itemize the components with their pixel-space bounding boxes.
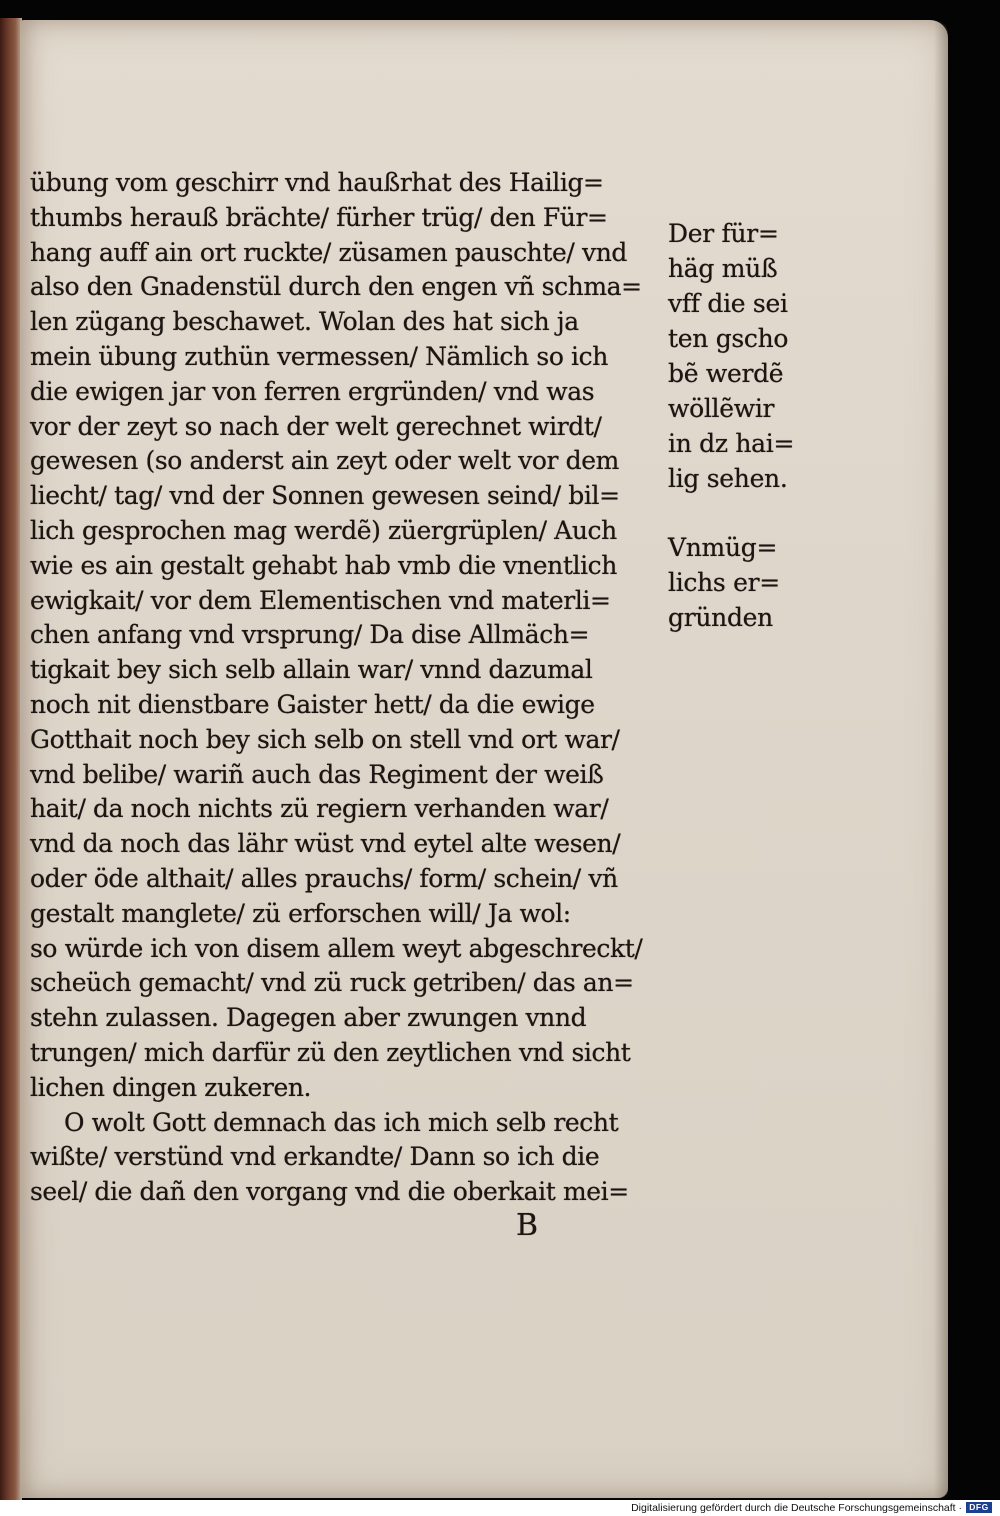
- margin-note-line: ten gscho: [668, 324, 789, 353]
- margin-note-line: gründen: [668, 603, 773, 632]
- margin-note-line: bẽ werdẽ: [668, 359, 784, 388]
- text-line: stehn zulassen. Dagegen aber zwungen vnnd: [30, 1003, 587, 1033]
- funding-credit: Digitalisierung gefördert durch die Deutsche Forschungsgemeinschaft ·: [631, 1502, 962, 1514]
- text-line: scheüch gemacht/ vnd zü ruck getriben/ das an=: [30, 968, 634, 998]
- margin-note-line: vff die sei: [668, 289, 788, 318]
- text-line: Gotthait noch bey sich selb on stell vnd ort war/: [30, 724, 620, 754]
- text-line: len zügang beschawet. Wolan des hat sich ja: [30, 307, 579, 337]
- text-line: wißte/ verstünd vnd erkandte/ Dann so ich die: [30, 1142, 600, 1172]
- text-line: seel/ die dañ den vorgang vnd die oberkait mei=: [30, 1177, 629, 1207]
- main-text-block: [30, 166, 660, 1210]
- margin-note-line: in dz hai=: [668, 429, 795, 458]
- margin-note-line: Der für=: [668, 219, 779, 248]
- page-edge-shadow: [934, 20, 948, 1498]
- margin-note-line: häg müß: [668, 254, 778, 283]
- margin-note-line: lichs er=: [668, 568, 780, 597]
- text-line: chen anfang vnd vrsprung/ Da dise Allmäch=: [30, 620, 590, 650]
- text-line: trungen/ mich darfür zü den zeytlichen vnd sicht: [30, 1037, 631, 1067]
- text-line: noch nit dienstbare Gaister hett/ da die ewige: [30, 689, 595, 719]
- text-line: gewesen (so anderst ain zeyt oder welt vor dem: [30, 446, 619, 476]
- margin-note-line: Vnmüg=: [668, 533, 778, 562]
- margin-note-line: lig sehen.: [668, 464, 788, 493]
- text-line: lichen dingen zukeren.: [30, 1072, 312, 1102]
- text-line: liecht/ tag/ vnd der Sonnen gewesen seind/ bil=: [30, 481, 620, 511]
- margin-note-curtain: [668, 216, 794, 496]
- book-binding-edge: [0, 18, 22, 1508]
- text-line: ewigkait/ vor dem Elementischen vnd materli=: [30, 585, 611, 615]
- text-line: vnd belibe/ wariñ auch das Regiment der weiß: [30, 759, 604, 789]
- text-line: gestalt manglete/ zü erforschen will/ Ja wol:: [30, 898, 571, 928]
- text-line: also den Gnadenstül durch den engen vñ schma=: [30, 272, 642, 302]
- text-line: hang auff ain ort ruckte/ züsamen pauschte/ vnd: [30, 237, 628, 267]
- text-line: so würde ich von disem allem weyt abgeschreckt/: [30, 933, 643, 963]
- text-line: mein übung zuthün vermessen/ Nämlich so ich: [30, 341, 608, 371]
- text-line: tigkait bey sich selb allain war/ vnnd dazumal: [30, 655, 593, 685]
- signature-mark: B: [516, 1208, 539, 1243]
- text-line: vnd da noch das lähr wüst vnd eytel alte wesen/: [30, 829, 621, 859]
- text-line: hait/ da noch nichts zü regiern verhanden war/: [30, 794, 609, 824]
- margin-note-line: wöllẽwir: [668, 394, 775, 423]
- footer-bar: [0, 1500, 1000, 1516]
- margin-note-impossible: [668, 530, 780, 635]
- dfg-logo: DFG: [966, 1502, 992, 1513]
- paragraph-start-line: O wolt Gott demnach das ich mich selb recht: [64, 1107, 619, 1137]
- text-line: lich gesprochen mag werdẽ) züergrüplen/ Auch: [30, 515, 617, 545]
- text-line: die ewigen jar von ferren ergründen/ vnd was: [30, 376, 595, 406]
- text-line: thumbs herauß brächte/ fürher trüg/ den Für=: [30, 202, 608, 232]
- text-line: oder öde althait/ alles prauchs/ form/ schein/ vñ: [30, 863, 618, 893]
- text-line: übung vom geschirr vnd haußrhat des Hailig=: [30, 168, 604, 197]
- text-line: wie es ain gestalt gehabt hab vmb die vnentlich: [30, 550, 617, 580]
- text-line: vor der zeyt so nach der welt gerechnet wirdt/: [30, 411, 602, 441]
